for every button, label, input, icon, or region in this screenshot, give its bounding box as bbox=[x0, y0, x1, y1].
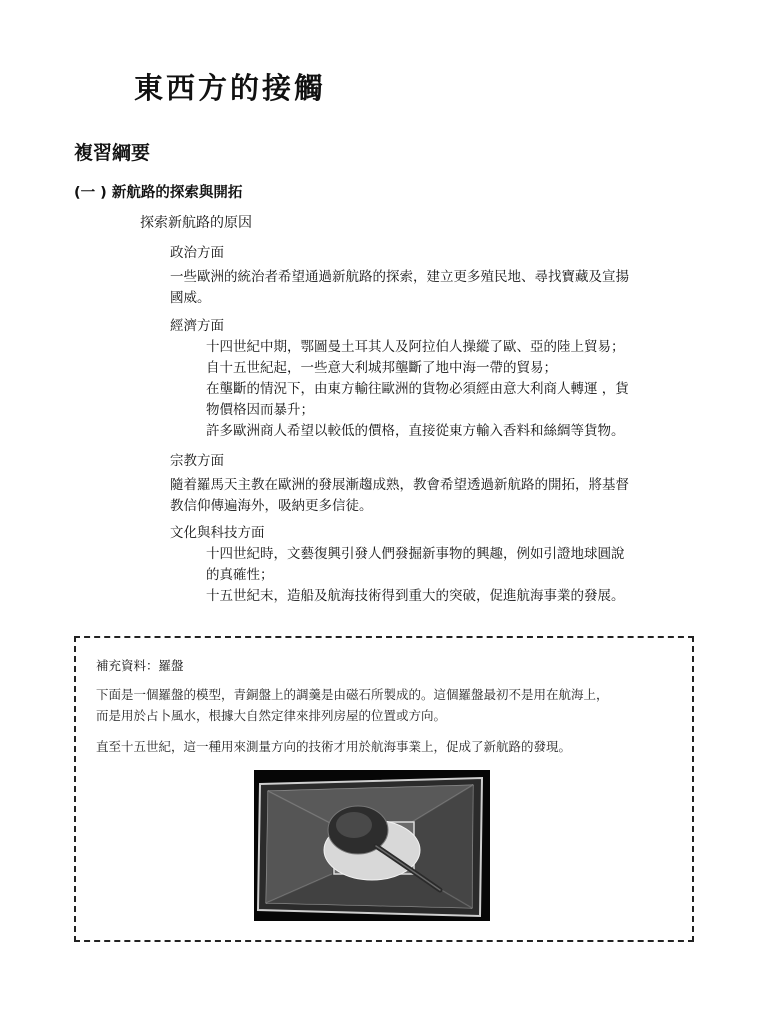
aspect-paragraph bbox=[206, 337, 700, 442]
text-line: 十四世紀時，文藝復興引發人們發掘新事物的興趣，例如引證地球圓說 bbox=[206, 546, 625, 562]
aspect-paragraph bbox=[170, 267, 700, 309]
text-line: 的真確性； bbox=[206, 567, 274, 583]
aspect-label: 政治方面 bbox=[170, 245, 224, 261]
text-line: 許多歐洲商人希望以較低的價格，直接從東方輸入香料和絲綢等貨物。 bbox=[206, 423, 625, 439]
compass-model-image bbox=[254, 770, 490, 921]
section-heading: (一 ) 新航路的探索與開拓 bbox=[74, 185, 243, 201]
supplement-heading: 補充資料：羅盤 bbox=[96, 658, 184, 673]
text-line: 十四世紀中期，鄂圖曼土耳其人及阿拉伯人操縱了歐、亞的陸上貿易； bbox=[206, 339, 625, 355]
text-line: 國威。 bbox=[170, 290, 211, 306]
page-subtitle: 複習綱要 bbox=[74, 142, 151, 164]
supplement-paragraph bbox=[96, 684, 676, 726]
aspect-paragraph bbox=[170, 475, 700, 517]
text-line: 下面是一個羅盤的模型，青銅盤上的調羹是由磁石所製成的。這個羅盤最初不是用在航海上， bbox=[96, 687, 609, 702]
aspect-label: 文化與科技方面 bbox=[170, 525, 265, 541]
text-line: 十五世紀末，造船及航海技術得到重大的突破，促進航海事業的發展。 bbox=[206, 588, 625, 604]
aspect-label: 經濟方面 bbox=[170, 318, 224, 334]
aspect-politics bbox=[170, 243, 700, 309]
text-line: 物價格因而暴升； bbox=[206, 402, 314, 418]
topic-heading: 探索新航路的原因 bbox=[140, 215, 252, 231]
page-title: 東西方的接觸 bbox=[134, 71, 327, 105]
supplement-box bbox=[74, 636, 694, 942]
text-line: 一些歐洲的統治者希望通過新航路的探索，建立更多殖民地、尋找寶藏及宣揚 bbox=[170, 269, 629, 285]
aspect-economy bbox=[170, 316, 700, 442]
aspect-label: 宗教方面 bbox=[170, 453, 224, 469]
aspect-culture bbox=[170, 523, 700, 607]
text-line: 而是用於占卜風水，根據大自然定律來排列房屋的位置或方向。 bbox=[96, 708, 447, 723]
aspect-religion bbox=[170, 451, 700, 517]
text-line: 教信仰傳遍海外，吸納更多信徒。 bbox=[170, 498, 373, 514]
text-line: 在壟斷的情況下，由東方輸往歐洲的貨物必須經由意大利商人轉運 ，貨 bbox=[206, 381, 629, 397]
text-line: 自十五世紀起，一些意大利城邦壟斷了地中海一帶的貿易； bbox=[206, 360, 557, 376]
aspect-paragraph bbox=[206, 544, 700, 607]
compass-photo bbox=[254, 770, 490, 921]
supplement-paragraph: 直至十五世紀，這一種用來測量方向的技術才用於航海事業上，促成了新航路的發現。 bbox=[96, 739, 572, 754]
text-line: 隨着羅馬天主教在歐洲的發展漸趨成熟，教會希望透過新航路的開拓，將基督 bbox=[170, 477, 629, 493]
